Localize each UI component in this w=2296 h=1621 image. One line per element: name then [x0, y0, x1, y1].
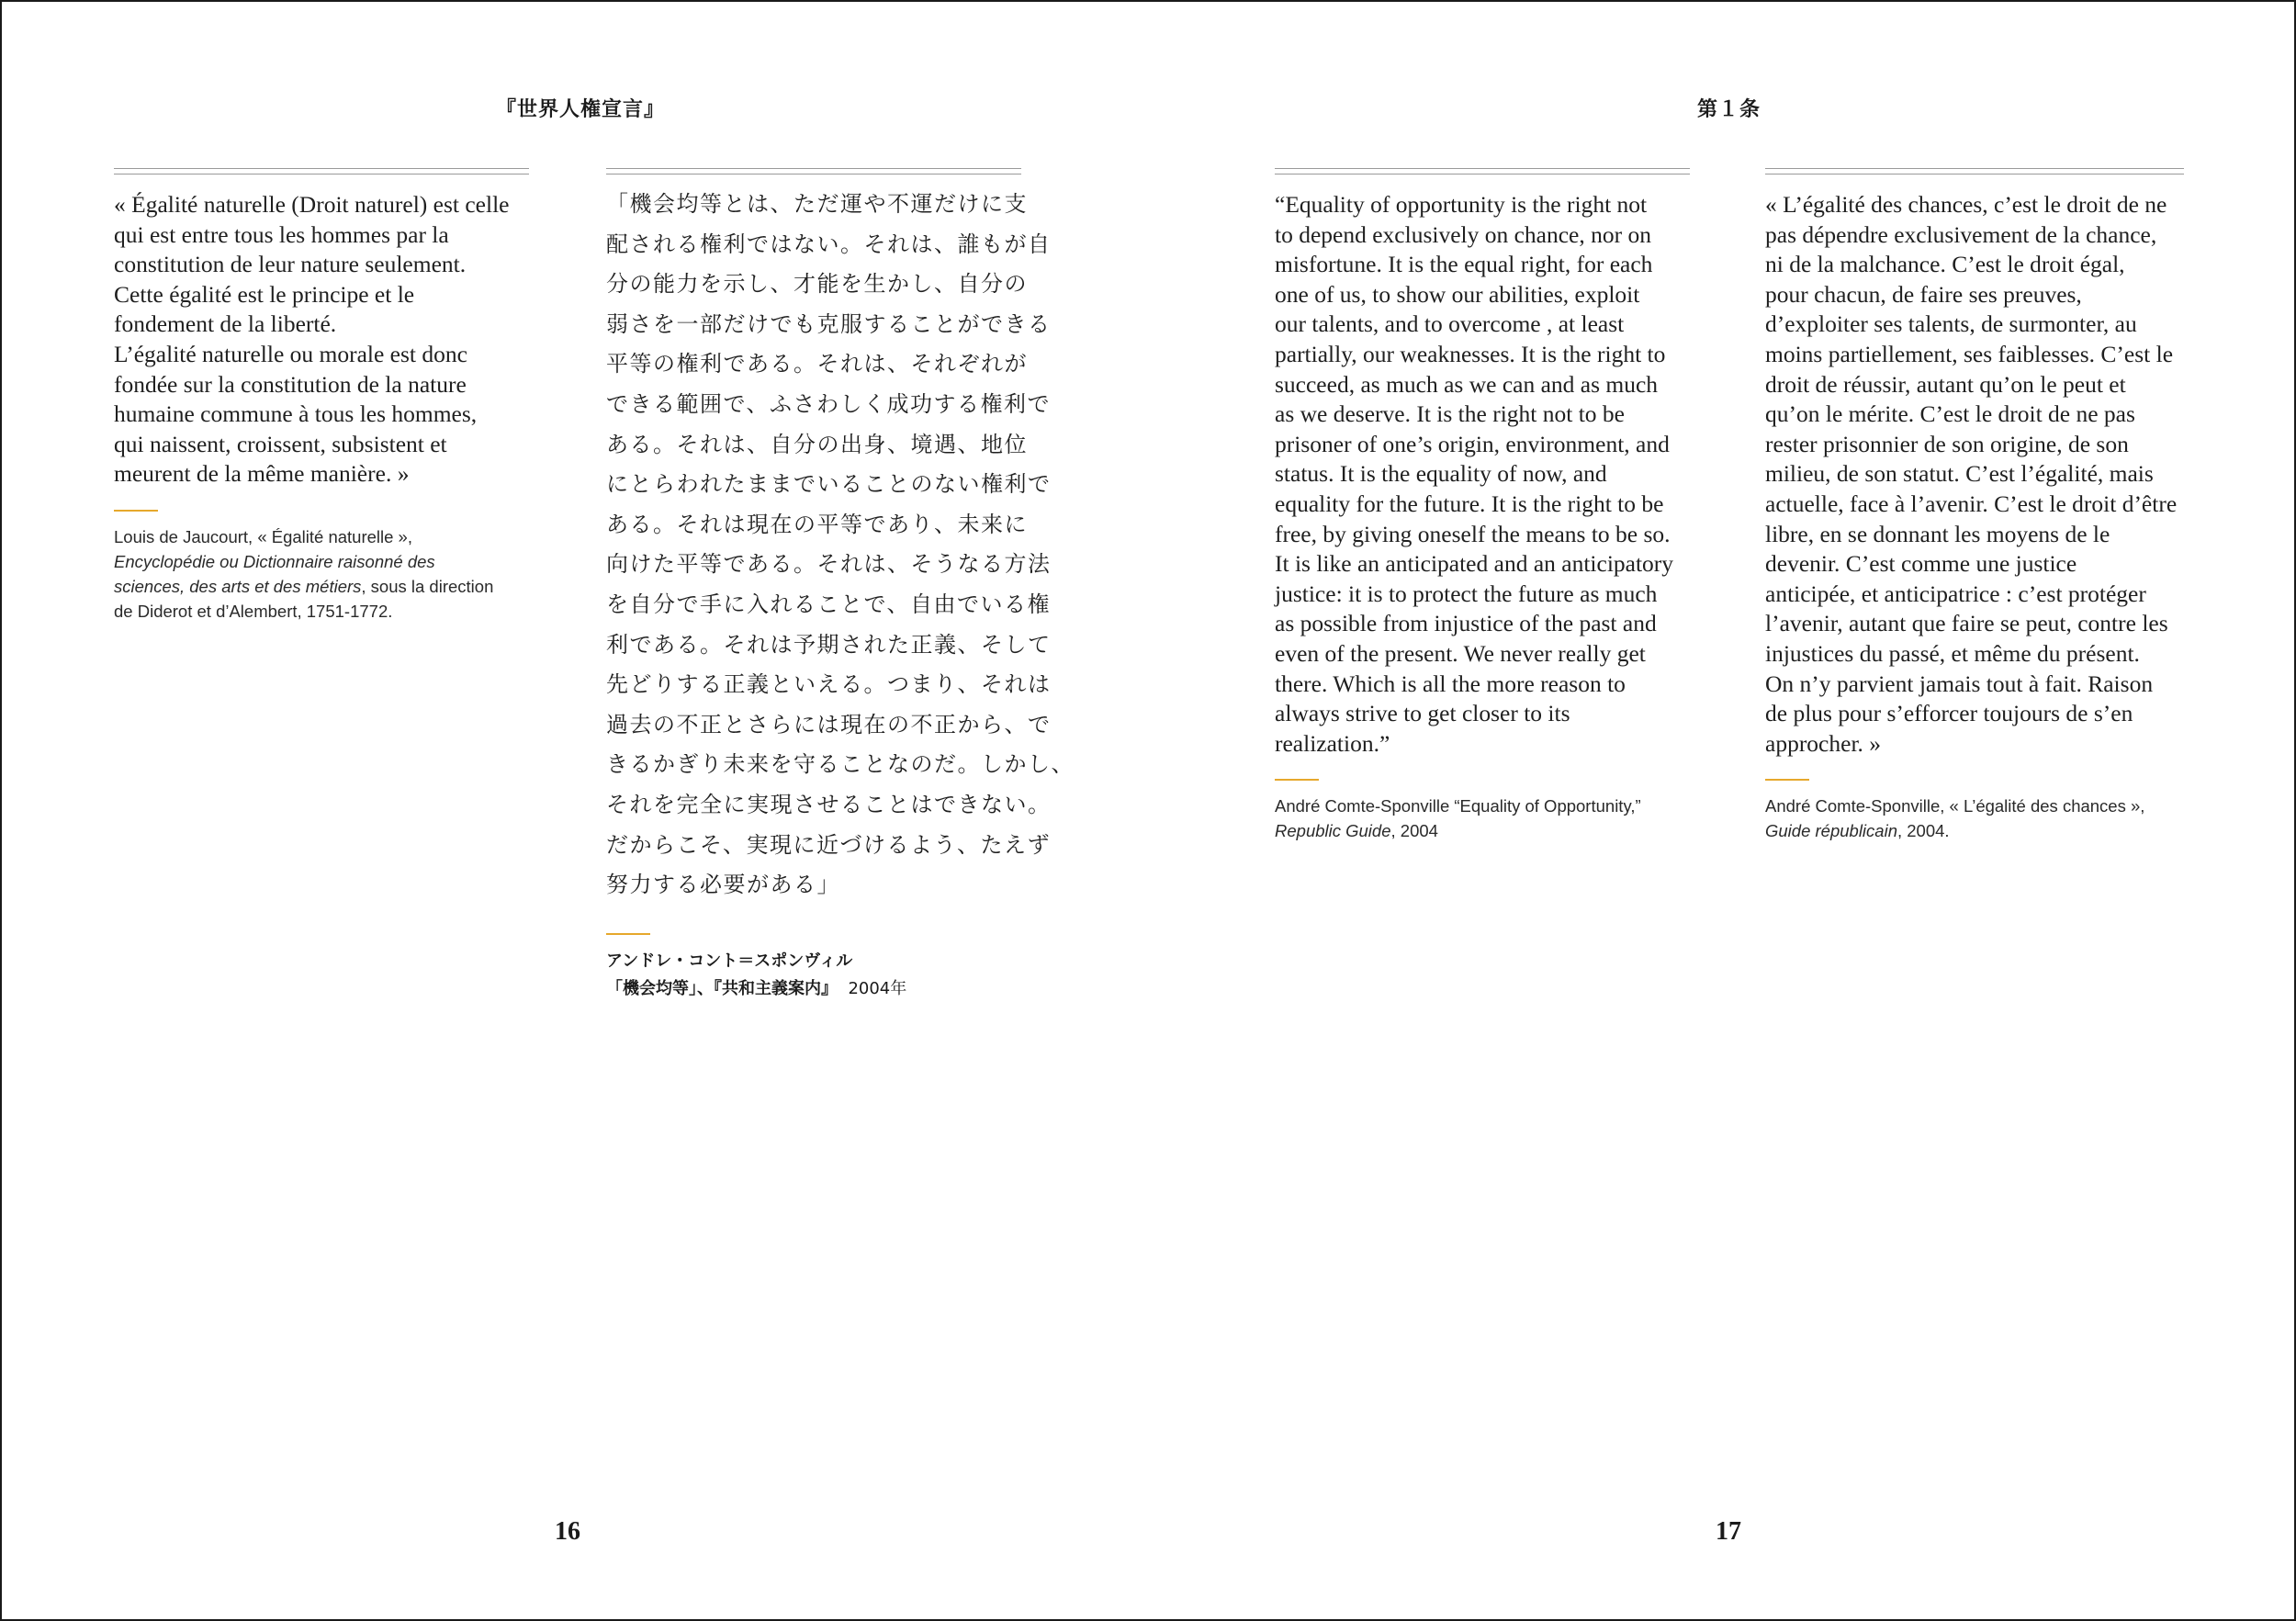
- source-work-title: Guide républicain: [1765, 821, 1897, 841]
- quote-line: 努力する必要がある」: [606, 872, 840, 898]
- source-line: , sous la direction: [361, 576, 494, 596]
- source-work-title: sciences, des arts et des métiers: [114, 576, 362, 596]
- source-work-title: Republic Guide: [1275, 821, 1391, 841]
- quote-line: 配される権利ではない。それは、誰もが自: [606, 231, 1052, 257]
- quote-line: libre, en se donnant les moyens de le: [1765, 520, 2110, 547]
- running-head-left: 『世界人権宣言』: [496, 98, 666, 121]
- source-line: , 2004.: [1896, 821, 1950, 841]
- quote-line: きるかぎり未来を守ることなのだ。しかし、: [606, 751, 1075, 778]
- quote-line: rester prisonnier de son origine, de son: [1765, 430, 2129, 457]
- quote-line: qui est entre tous les hommes par la: [114, 220, 449, 248]
- source-work-title: Encyclopédie ou Dictionnaire raisonné des: [114, 551, 435, 571]
- quote-line: status. It is the equality of now, and: [1275, 460, 1607, 488]
- quote-line: de plus pour s’efforcer toujours de s’en: [1765, 700, 2133, 727]
- quote-line: On n’y parvient jamais tout à fait. Raison: [1765, 670, 2154, 697]
- double-rule: [1275, 168, 1690, 174]
- quote-line: anticipée, et anticipatrice : c’est protéger: [1765, 580, 2146, 607]
- accent-rule: [1765, 779, 1809, 781]
- quote-line: as we deserve. It is the right not to be: [1275, 400, 1625, 428]
- quote-line: constitution de leur nature seulement.: [114, 251, 467, 278]
- source-citation: [1765, 794, 2184, 843]
- quote-line: one of us, to show our abilities, exploit: [1275, 280, 1640, 308]
- quote-text: [114, 190, 529, 490]
- source-line: André Comte-Sponville “Equality of Opportunity,”: [1275, 796, 1641, 816]
- quote-line: ある。それは、自分の出身、境遇、地位: [606, 431, 1028, 457]
- column-french-jaucourt: [114, 168, 529, 624]
- source-citation: [114, 524, 529, 624]
- quote-line: “Equality of opportunity is the right not: [1275, 191, 1648, 218]
- quote-line: ある。それは現在の平等であり、未来に: [606, 511, 1028, 537]
- quote-line: It is like an anticipated and an anticipatory: [1275, 550, 1674, 578]
- page-number-left: 16: [555, 1517, 580, 1546]
- quote-line: injustices du passé, et même du présent.: [1765, 639, 2140, 667]
- double-rule: [1765, 168, 2184, 174]
- quote-line: fondée sur la constitution de la nature: [114, 370, 467, 398]
- accent-rule: [1275, 779, 1319, 781]
- quote-line: partially, our weaknesses. It is the right to: [1275, 340, 1666, 367]
- quote-line: free, by giving oneself the means to be so.: [1275, 520, 1671, 547]
- quote-text: [1765, 190, 2184, 759]
- quote-line: L’égalité naturelle ou morale est donc: [114, 340, 467, 367]
- page-number-right: 17: [1716, 1517, 1741, 1546]
- quote-line: « L’égalité des chances, c’est le droit de ne: [1765, 191, 2167, 218]
- quote-line: にとらわれたままでいることのない権利で: [606, 471, 1052, 498]
- quote-line: 向けた平等である。それは、そうなる方法: [606, 551, 1052, 578]
- quote-line: devenir. C’est comme une justice: [1765, 550, 2077, 578]
- source-citation: [1275, 794, 1690, 843]
- accent-rule: [606, 933, 650, 935]
- quote-line: there. Which is all the more reason to: [1275, 670, 1626, 697]
- quote-line: ni de la malchance. C’est le droit égal,: [1765, 251, 2125, 278]
- quote-line: d’exploiter ses talents, de surmonter, au: [1765, 310, 2137, 338]
- quote-line: pas dépendre exclusivement de la chance,: [1765, 220, 2157, 248]
- quote-line: always strive to get closer to its: [1275, 700, 1570, 727]
- quote-line: 先どりする正義といえる。つまり、それは: [606, 671, 1052, 698]
- quote-line: even of the present. We never really get: [1275, 639, 1646, 667]
- quote-line: milieu, de son statut. C’est l’égalité, mais: [1765, 460, 2154, 488]
- quote-line: 利である。それは予期された正義、そして: [606, 631, 1052, 658]
- quote-line: 過去の不正とさらには現在の不正から、で: [606, 711, 1052, 737]
- quote-line: だからこそ、実現に近づけるよう、たえず: [606, 831, 1052, 858]
- quote-line: succeed, as much as we can and as much: [1275, 370, 1659, 398]
- column-french-comte-sponville: [1765, 168, 2184, 843]
- quote-line: « Égalité naturelle (Droit naturel) est celle: [114, 191, 510, 218]
- quote-line: を自分で手に入れることで、自由でいる権: [606, 591, 1052, 617]
- column-english: [1275, 168, 1690, 843]
- column-japanese: [606, 168, 1075, 1003]
- quote-line: できる範囲で、ふさわしく成功する権利で: [606, 390, 1052, 417]
- source-work-title: 「機会均等」、『共和主義案内』: [606, 978, 838, 998]
- quote-line: our talents, and to overcome , at least: [1275, 310, 1625, 338]
- quote-line: 分の能力を示し、才能を生かし、自分の: [606, 271, 1028, 298]
- quote-line: meurent de la même manière. »: [114, 460, 410, 488]
- source-year: 2004年: [848, 978, 907, 998]
- double-rule: [114, 168, 529, 174]
- quote-line: moins partiellement, ses faiblesses. C’est le: [1765, 340, 2174, 367]
- quote-line: justice: it is to protect the future as much: [1275, 580, 1658, 607]
- source-line: de Diderot et d’Alembert, 1751-1772.: [114, 601, 393, 621]
- quote-line: l’avenir, autant que faire se peut, contre les: [1765, 610, 2168, 637]
- quote-line: 弱さを一部だけでも克服することができる: [606, 310, 1052, 337]
- quote-line: qu’on le mérite. C’est le droit de ne pas: [1765, 400, 2135, 428]
- source-author: アンドレ・コント＝スポンヴィル: [606, 951, 853, 971]
- quote-line: qui naissent, croissent, subsistent et: [114, 430, 447, 457]
- quote-line: actuelle, face à l’avenir. C’est le droit d’être: [1765, 490, 2178, 517]
- quote-line: Cette égalité est le principe et le: [114, 280, 415, 308]
- quote-line: misfortune. It is the equal right, for each: [1275, 251, 1653, 278]
- accent-rule: [114, 510, 158, 512]
- quote-text: [606, 185, 1075, 906]
- quote-line: pour chacun, de faire ses preuves,: [1765, 280, 2082, 308]
- source-line: André Comte-Sponville, « L’égalité des chances »,: [1765, 796, 2145, 816]
- quote-line: prisoner of one’s origin, environment, and: [1275, 430, 1670, 457]
- source-line: Louis de Jaucourt, « Égalité naturelle »,: [114, 526, 412, 546]
- double-rule: [606, 168, 1021, 174]
- quote-line: as possible from injustice of the past and: [1275, 610, 1657, 637]
- quote-line: それを完全に実現させることはできない。: [606, 791, 1052, 817]
- quote-line: realization.”: [1275, 729, 1390, 757]
- quote-line: equality for the future. It is the right to be: [1275, 490, 1664, 517]
- source-citation: [606, 948, 1021, 1003]
- quote-text: [1275, 190, 1690, 759]
- quote-line: 平等の権利である。それは、それぞれが: [606, 351, 1028, 377]
- quote-line: droit de réussir, autant qu’on le peut et: [1765, 370, 2126, 398]
- quote-line: fondement de la liberté.: [114, 310, 337, 338]
- running-head-right: 第１条: [1697, 98, 1761, 121]
- quote-line: 「機会均等とは、ただ運や不運だけに支: [606, 191, 1028, 217]
- quote-line: to depend exclusively on chance, nor on: [1275, 220, 1651, 248]
- quote-line: approcher. »: [1765, 729, 1882, 757]
- source-line: , 2004: [1390, 821, 1438, 841]
- quote-line: humaine commune à tous les hommes,: [114, 400, 478, 428]
